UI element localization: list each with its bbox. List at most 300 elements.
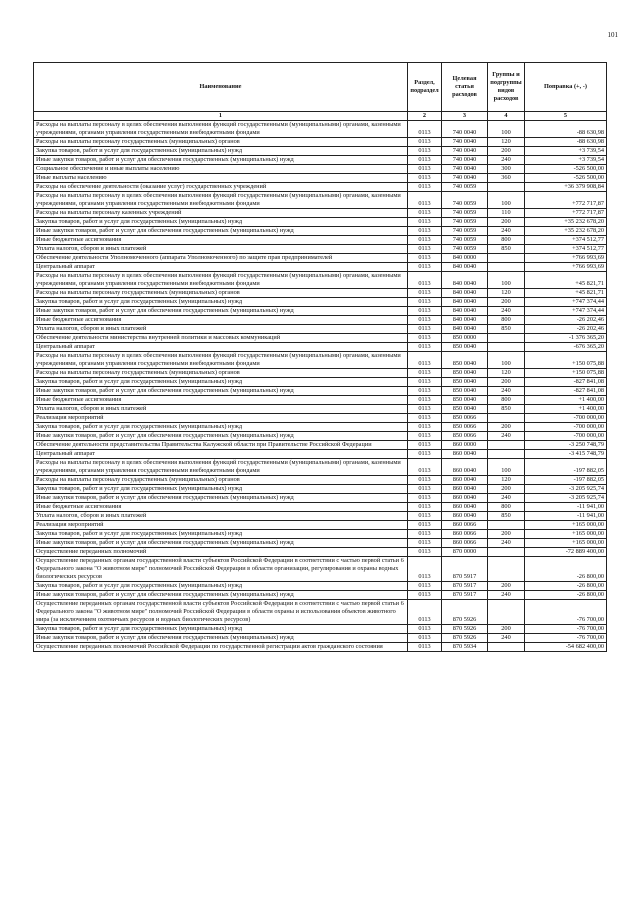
row-statya-cell: 870 5917 — [442, 557, 488, 582]
row-amount-cell: -76 700,00 — [525, 634, 607, 643]
row-amount-cell: -3 205 925,74 — [525, 485, 607, 494]
row-amount-cell: -827 841,08 — [525, 387, 607, 396]
table-row — [34, 174, 607, 183]
table-row — [34, 414, 607, 423]
row-amount-cell: -1 376 365,20 — [525, 334, 607, 343]
row-vid-cell: 240 — [488, 591, 525, 600]
row-statya-cell: 860 0040 — [442, 512, 488, 521]
table-row — [34, 476, 607, 485]
table-row — [34, 634, 607, 643]
row-statya-cell: 870 5917 — [442, 591, 488, 600]
table-row — [34, 539, 607, 548]
row-statya-cell: 740 0059 — [442, 227, 488, 236]
row-name-cell: Расходы на выплаты персоналу государственных (муниципальных) органов — [34, 369, 408, 378]
table-row — [34, 263, 607, 272]
row-amount-cell: -197 882,05 — [525, 459, 607, 476]
row-amount-cell: -700 000,00 — [525, 414, 607, 423]
row-name-cell: Иные закупки товаров, работ и услуг для обеспечения государственных (муниципальных) нужд — [34, 432, 408, 441]
table-row — [34, 423, 607, 432]
table-row — [34, 432, 607, 441]
row-name-cell: Уплата налогов, сборов и иных платежей — [34, 512, 408, 521]
table-row — [34, 494, 607, 503]
row-statya-cell: 740 0040 — [442, 174, 488, 183]
table-row — [34, 512, 607, 521]
row-name-cell: Иные закупки товаров, работ и услуг для обеспечения государственных (муниципальных) нужд — [34, 156, 408, 165]
row-name-cell: Расходы на выплаты персоналу государственных (муниципальных) органов — [34, 289, 408, 298]
row-name-cell: Расходы на выплаты персоналу в целях обеспечения выполнения функций государственными (муниципальными) органами, казенными учреждениями, органами управления государственными внебюджетными фондами — [34, 272, 408, 289]
row-amount-cell: -88 630,98 — [525, 121, 607, 138]
row-statya-cell: 740 0040 — [442, 165, 488, 174]
column-number: 5 — [525, 112, 607, 121]
table-row — [34, 441, 607, 450]
row-amount-cell: -526 500,00 — [525, 165, 607, 174]
row-vid-cell — [488, 263, 525, 272]
row-statya-cell: 850 0040 — [442, 343, 488, 352]
row-name-cell: Расходы на выплаты персоналу государственных (муниципальных) органов — [34, 138, 408, 147]
row-statya-cell: 740 0059 — [442, 245, 488, 254]
row-amount-cell: +1 400,00 — [525, 405, 607, 414]
row-amount-cell: -26 800,00 — [525, 582, 607, 591]
row-vid-cell — [488, 254, 525, 263]
row-name-cell: Расходы на обеспечение деятельности (оказание услуг) государственных учреждений — [34, 183, 408, 192]
header-popravka: Поправка (+, -) — [525, 63, 607, 112]
header-razdel: Раздел, подраздел — [408, 63, 442, 112]
row-razdel-cell: 0113 — [408, 450, 442, 459]
row-vid-cell: 240 — [488, 494, 525, 503]
table-row — [34, 165, 607, 174]
row-razdel-cell: 0113 — [408, 325, 442, 334]
row-name-cell: Иные бюджетные ассигнования — [34, 396, 408, 405]
row-statya-cell: 740 0040 — [442, 147, 488, 156]
row-statya-cell: 850 0066 — [442, 432, 488, 441]
row-statya-cell: 850 0040 — [442, 378, 488, 387]
table-row — [34, 209, 607, 218]
row-vid-cell — [488, 343, 525, 352]
row-name-cell: Осуществление переданных органам государственной власти субъектов Российской Федерации в соответствии с частью первой статьи 6 Федерального закона "О животном мире" полномочий Российской Федерации в области охраны и использования объектов животного мира (за исключением охотничьих ресурсов и водных биологических ресурсов) — [34, 600, 408, 625]
table-row — [34, 245, 607, 254]
row-razdel-cell: 0113 — [408, 396, 442, 405]
row-razdel-cell: 0113 — [408, 548, 442, 557]
row-statya-cell: 850 0040 — [442, 387, 488, 396]
row-amount-cell: +772 717,87 — [525, 209, 607, 218]
row-vid-cell: 800 — [488, 396, 525, 405]
row-amount-cell: +1 400,00 — [525, 396, 607, 405]
row-vid-cell: 200 — [488, 298, 525, 307]
row-razdel-cell: 0113 — [408, 254, 442, 263]
row-razdel-cell: 0113 — [408, 441, 442, 450]
row-name-cell: Иные закупки товаров, работ и услуг для обеспечения государственных (муниципальных) нужд — [34, 387, 408, 396]
row-amount-cell: +374 512,77 — [525, 236, 607, 245]
row-amount-cell: +36 379 908,84 — [525, 183, 607, 192]
row-name-cell: Закупка товаров, работ и услуг для государственных (муниципальных) нужд — [34, 147, 408, 156]
row-statya-cell: 860 0040 — [442, 450, 488, 459]
row-razdel-cell: 0113 — [408, 387, 442, 396]
row-vid-cell: 120 — [488, 289, 525, 298]
row-razdel-cell: 0113 — [408, 298, 442, 307]
row-vid-cell — [488, 183, 525, 192]
table-row — [34, 387, 607, 396]
table-row — [34, 378, 607, 387]
row-name-cell: Иные выплаты населению — [34, 174, 408, 183]
row-statya-cell: 850 0040 — [442, 369, 488, 378]
row-razdel-cell: 0113 — [408, 121, 442, 138]
row-name-cell: Осуществление переданных органам государственной власти субъектов Российской Федерации в соответствии с частью первой статьи 6 Федерального закона "О животном мире" полномочий Российской Федерации в области организации, регулирования и охраны водных биологических ресурсов — [34, 557, 408, 582]
row-amount-cell: +747 374,44 — [525, 307, 607, 316]
row-statya-cell: 860 0040 — [442, 476, 488, 485]
row-razdel-cell: 0113 — [408, 591, 442, 600]
row-amount-cell: -197 882,05 — [525, 476, 607, 485]
row-name-cell: Расходы на выплаты персоналу в целях обеспечения выполнения функций государственными (муниципальными) органами, казенными учреждениями, органами управления государственными внебюджетными фондами — [34, 459, 408, 476]
row-vid-cell: 800 — [488, 236, 525, 245]
table-row — [34, 459, 607, 476]
row-name-cell: Иные закупки товаров, работ и услуг для обеспечения государственных (муниципальных) нужд — [34, 494, 408, 503]
row-statya-cell: 870 5934 — [442, 643, 488, 652]
row-vid-cell: 110 — [488, 209, 525, 218]
row-statya-cell: 840 0040 — [442, 298, 488, 307]
row-razdel-cell: 0113 — [408, 485, 442, 494]
row-name-cell: Закупка товаров, работ и услуг для государственных (муниципальных) нужд — [34, 625, 408, 634]
column-number: 1 — [34, 112, 408, 121]
row-name-cell: Иные бюджетные ассигнования — [34, 236, 408, 245]
table-row — [34, 352, 607, 369]
row-vid-cell: 200 — [488, 582, 525, 591]
row-statya-cell: 850 0066 — [442, 414, 488, 423]
row-amount-cell: -827 841,08 — [525, 378, 607, 387]
row-name-cell: Расходы на выплаты персоналу в целях обеспечения выполнения функций государственными (муниципальными) органами, казенными учреждениями, органами управления государственными внебюджетными фондами — [34, 352, 408, 369]
row-amount-cell: +45 821,71 — [525, 272, 607, 289]
row-amount-cell: -26 800,00 — [525, 591, 607, 600]
row-razdel-cell: 0113 — [408, 263, 442, 272]
row-name-cell: Иные бюджетные ассигнования — [34, 503, 408, 512]
table-row — [34, 316, 607, 325]
row-amount-cell: -700 000,00 — [525, 432, 607, 441]
row-name-cell: Расходы на выплаты персоналу казенных учреждений — [34, 209, 408, 218]
row-razdel-cell: 0113 — [408, 352, 442, 369]
row-statya-cell: 740 0040 — [442, 121, 488, 138]
column-number: 2 — [408, 112, 442, 121]
row-amount-cell: +165 000,00 — [525, 539, 607, 548]
row-vid-cell: 200 — [488, 147, 525, 156]
row-name-cell: Осуществление переданных полномочий Российской Федерации по государственной регистрации актов гражданского состояния — [34, 643, 408, 652]
row-vid-cell: 120 — [488, 369, 525, 378]
table-row — [34, 236, 607, 245]
row-amount-cell: -54 682 400,00 — [525, 643, 607, 652]
row-amount-cell: -3 205 925,74 — [525, 494, 607, 503]
table-row — [34, 147, 607, 156]
row-statya-cell: 740 0059 — [442, 218, 488, 227]
row-vid-cell: 240 — [488, 156, 525, 165]
row-razdel-cell: 0113 — [408, 227, 442, 236]
row-statya-cell: 870 5926 — [442, 634, 488, 643]
row-vid-cell: 240 — [488, 307, 525, 316]
row-amount-cell: +45 821,71 — [525, 289, 607, 298]
table-header-row — [34, 63, 607, 112]
row-vid-cell — [488, 441, 525, 450]
row-vid-cell: 240 — [488, 432, 525, 441]
row-vid-cell: 200 — [488, 378, 525, 387]
row-razdel-cell: 0113 — [408, 138, 442, 147]
row-amount-cell: +165 000,00 — [525, 521, 607, 530]
row-statya-cell: 850 0000 — [442, 334, 488, 343]
row-razdel-cell: 0113 — [408, 245, 442, 254]
row-razdel-cell: 0113 — [408, 289, 442, 298]
row-name-cell: Иные закупки товаров, работ и услуг для обеспечения государственных (муниципальных) нужд — [34, 634, 408, 643]
row-amount-cell: -76 700,00 — [525, 600, 607, 625]
row-razdel-cell: 0113 — [408, 369, 442, 378]
table-row — [34, 298, 607, 307]
row-razdel-cell: 0113 — [408, 634, 442, 643]
row-razdel-cell: 0113 — [408, 643, 442, 652]
row-statya-cell: 740 0040 — [442, 138, 488, 147]
row-razdel-cell: 0113 — [408, 530, 442, 539]
row-name-cell: Закупка товаров, работ и услуг для государственных (муниципальных) нужд — [34, 530, 408, 539]
row-statya-cell: 740 0059 — [442, 192, 488, 209]
row-vid-cell: 240 — [488, 387, 525, 396]
row-statya-cell: 840 0040 — [442, 289, 488, 298]
row-vid-cell — [488, 643, 525, 652]
row-name-cell: Закупка товаров, работ и услуг для государственных (муниципальных) нужд — [34, 218, 408, 227]
row-statya-cell: 850 0066 — [442, 423, 488, 432]
table-row — [34, 450, 607, 459]
row-statya-cell: 860 0040 — [442, 503, 488, 512]
row-razdel-cell: 0113 — [408, 405, 442, 414]
header-name: Наименование — [34, 63, 408, 112]
row-statya-cell: 850 0040 — [442, 396, 488, 405]
row-razdel-cell: 0113 — [408, 218, 442, 227]
row-vid-cell — [488, 450, 525, 459]
row-vid-cell: 850 — [488, 405, 525, 414]
row-name-cell: Закупка товаров, работ и услуг для государственных (муниципальных) нужд — [34, 423, 408, 432]
row-statya-cell: 870 0000 — [442, 548, 488, 557]
table-row — [34, 156, 607, 165]
row-amount-cell: +3 739,54 — [525, 156, 607, 165]
row-amount-cell: +150 075,88 — [525, 352, 607, 369]
row-statya-cell: 840 0040 — [442, 263, 488, 272]
row-name-cell: Реализация мероприятий — [34, 414, 408, 423]
row-name-cell: Иные бюджетные ассигнования — [34, 316, 408, 325]
row-razdel-cell: 0113 — [408, 147, 442, 156]
row-name-cell: Реализация мероприятий — [34, 521, 408, 530]
row-vid-cell — [488, 557, 525, 582]
table-row — [34, 548, 607, 557]
row-statya-cell: 740 0059 — [442, 183, 488, 192]
page-number: 101 — [607, 31, 618, 39]
row-razdel-cell: 0113 — [408, 183, 442, 192]
row-statya-cell: 870 5917 — [442, 582, 488, 591]
row-amount-cell: -72 889 400,00 — [525, 548, 607, 557]
row-razdel-cell: 0113 — [408, 414, 442, 423]
row-vid-cell: 200 — [488, 625, 525, 634]
table-row — [34, 138, 607, 147]
row-razdel-cell: 0113 — [408, 236, 442, 245]
row-amount-cell: +374 512,77 — [525, 245, 607, 254]
row-vid-cell: 240 — [488, 227, 525, 236]
row-amount-cell: +35 232 678,20 — [525, 227, 607, 236]
row-name-cell: Обеспечение деятельности Уполномоченного (аппарата Уполномоченного) по защите прав предпринимателей — [34, 254, 408, 263]
table-row — [34, 325, 607, 334]
row-amount-cell: -3 250 748,79 — [525, 441, 607, 450]
row-vid-cell: 850 — [488, 325, 525, 334]
table-row — [34, 254, 607, 263]
row-name-cell: Закупка товаров, работ и услуг для государственных (муниципальных) нужд — [34, 582, 408, 591]
row-vid-cell: 360 — [488, 174, 525, 183]
row-amount-cell: -700 000,00 — [525, 423, 607, 432]
row-statya-cell: 840 0040 — [442, 272, 488, 289]
row-amount-cell: -76 700,00 — [525, 625, 607, 634]
table-row — [34, 227, 607, 236]
row-razdel-cell: 0113 — [408, 174, 442, 183]
row-name-cell: Закупка товаров, работ и услуг для государственных (муниципальных) нужд — [34, 485, 408, 494]
row-statya-cell: 840 0040 — [442, 307, 488, 316]
row-amount-cell: -3 415 748,79 — [525, 450, 607, 459]
row-razdel-cell: 0113 — [408, 521, 442, 530]
row-vid-cell: 200 — [488, 530, 525, 539]
row-razdel-cell: 0113 — [408, 423, 442, 432]
table-row — [34, 485, 607, 494]
row-name-cell: Закупка товаров, работ и услуг для государственных (муниципальных) нужд — [34, 298, 408, 307]
row-vid-cell — [488, 334, 525, 343]
row-razdel-cell: 0113 — [408, 156, 442, 165]
row-name-cell: Уплата налогов, сборов и иных платежей — [34, 325, 408, 334]
row-amount-cell: -26 202,46 — [525, 325, 607, 334]
row-razdel-cell: 0113 — [408, 512, 442, 521]
row-name-cell: Иные закупки товаров, работ и услуг для обеспечения государственных (муниципальных) нужд — [34, 539, 408, 548]
column-number: 4 — [488, 112, 525, 121]
row-statya-cell: 860 0066 — [442, 539, 488, 548]
row-amount-cell: -26 202,46 — [525, 316, 607, 325]
row-name-cell: Социальное обеспечение и иные выплаты населению — [34, 165, 408, 174]
row-statya-cell: 850 0040 — [442, 405, 488, 414]
row-amount-cell: -526 500,00 — [525, 174, 607, 183]
table-row — [34, 396, 607, 405]
row-name-cell: Центральный аппарат — [34, 450, 408, 459]
row-razdel-cell: 0113 — [408, 503, 442, 512]
row-amount-cell: +165 000,00 — [525, 530, 607, 539]
table-row — [34, 272, 607, 289]
row-razdel-cell: 0113 — [408, 459, 442, 476]
row-name-cell: Обеспечение деятельности министерства внутренней политики и массовых коммуникаций — [34, 334, 408, 343]
table-body — [34, 121, 607, 652]
row-statya-cell: 870 5926 — [442, 625, 488, 634]
row-amount-cell: +35 232 678,20 — [525, 218, 607, 227]
row-statya-cell: 860 0040 — [442, 485, 488, 494]
row-amount-cell: -676 365,20 — [525, 343, 607, 352]
table-row — [34, 530, 607, 539]
row-vid-cell — [488, 548, 525, 557]
row-razdel-cell: 0113 — [408, 476, 442, 485]
row-name-cell: Расходы на выплаты персоналу в целях обеспечения выполнения функций государственными (муниципальными) органами, казенными учреждениями, органами управления государственными внебюджетными фондами — [34, 192, 408, 209]
row-statya-cell: 840 0000 — [442, 254, 488, 263]
row-razdel-cell: 0113 — [408, 539, 442, 548]
row-razdel-cell: 0113 — [408, 192, 442, 209]
row-vid-cell: 850 — [488, 512, 525, 521]
row-statya-cell: 860 0040 — [442, 459, 488, 476]
row-razdel-cell: 0113 — [408, 378, 442, 387]
row-name-cell: Иные закупки товаров, работ и услуг для обеспечения государственных (муниципальных) нужд — [34, 591, 408, 600]
table-row — [34, 503, 607, 512]
row-amount-cell: +766 993,69 — [525, 263, 607, 272]
row-name-cell: Иные закупки товаров, работ и услуг для обеспечения государственных (муниципальных) нужд — [34, 227, 408, 236]
row-name-cell: Центральный аппарат — [34, 263, 408, 272]
row-vid-cell: 240 — [488, 539, 525, 548]
row-vid-cell: 120 — [488, 476, 525, 485]
column-number-row — [34, 112, 607, 121]
row-amount-cell: -11 941,00 — [525, 503, 607, 512]
row-vid-cell: 100 — [488, 459, 525, 476]
row-statya-cell: 850 0040 — [442, 352, 488, 369]
row-razdel-cell: 0113 — [408, 209, 442, 218]
row-name-cell: Центральный аппарат — [34, 343, 408, 352]
row-statya-cell: 860 0000 — [442, 441, 488, 450]
row-vid-cell: 200 — [488, 218, 525, 227]
row-vid-cell: 100 — [488, 121, 525, 138]
row-name-cell: Уплата налогов, сборов и иных платежей — [34, 405, 408, 414]
table-row — [34, 334, 607, 343]
row-vid-cell: 300 — [488, 165, 525, 174]
table-row — [34, 218, 607, 227]
table-row — [34, 643, 607, 652]
row-vid-cell: 800 — [488, 503, 525, 512]
row-vid-cell: 800 — [488, 316, 525, 325]
row-statya-cell: 740 0040 — [442, 156, 488, 165]
row-statya-cell: 860 0066 — [442, 530, 488, 539]
row-statya-cell: 740 0059 — [442, 209, 488, 218]
row-vid-cell: 100 — [488, 272, 525, 289]
row-razdel-cell: 0113 — [408, 165, 442, 174]
row-razdel-cell: 0113 — [408, 557, 442, 582]
table-row — [34, 625, 607, 634]
row-amount-cell: +772 717,87 — [525, 192, 607, 209]
table-row — [34, 183, 607, 192]
table-row — [34, 557, 607, 582]
table-row — [34, 343, 607, 352]
row-razdel-cell: 0113 — [408, 494, 442, 503]
row-amount-cell: -11 941,00 — [525, 512, 607, 521]
row-amount-cell: +747 374,44 — [525, 298, 607, 307]
table-row — [34, 582, 607, 591]
row-amount-cell: +3 739,54 — [525, 147, 607, 156]
row-razdel-cell: 0113 — [408, 343, 442, 352]
row-vid-cell: 200 — [488, 423, 525, 432]
row-vid-cell: 200 — [488, 485, 525, 494]
row-statya-cell: 840 0040 — [442, 316, 488, 325]
row-razdel-cell: 0113 — [408, 316, 442, 325]
table-row — [34, 369, 607, 378]
table-row — [34, 405, 607, 414]
column-number: 3 — [442, 112, 488, 121]
table-row — [34, 121, 607, 138]
row-vid-cell — [488, 600, 525, 625]
row-name-cell: Закупка товаров, работ и услуг для государственных (муниципальных) нужд — [34, 378, 408, 387]
row-vid-cell — [488, 521, 525, 530]
row-razdel-cell: 0113 — [408, 334, 442, 343]
row-amount-cell: +150 075,88 — [525, 369, 607, 378]
table-row — [34, 591, 607, 600]
row-amount-cell: +766 993,69 — [525, 254, 607, 263]
row-statya-cell: 870 5926 — [442, 600, 488, 625]
row-name-cell: Иные закупки товаров, работ и услуг для обеспечения государственных (муниципальных) нужд — [34, 307, 408, 316]
row-vid-cell: 100 — [488, 352, 525, 369]
row-statya-cell: 840 0040 — [442, 325, 488, 334]
row-razdel-cell: 0113 — [408, 307, 442, 316]
row-vid-cell — [488, 414, 525, 423]
table-row — [34, 600, 607, 625]
header-statya: Целевая статья расходов — [442, 63, 488, 112]
row-amount-cell: -26 800,00 — [525, 557, 607, 582]
row-razdel-cell: 0113 — [408, 600, 442, 625]
row-vid-cell: 850 — [488, 245, 525, 254]
row-vid-cell: 100 — [488, 192, 525, 209]
